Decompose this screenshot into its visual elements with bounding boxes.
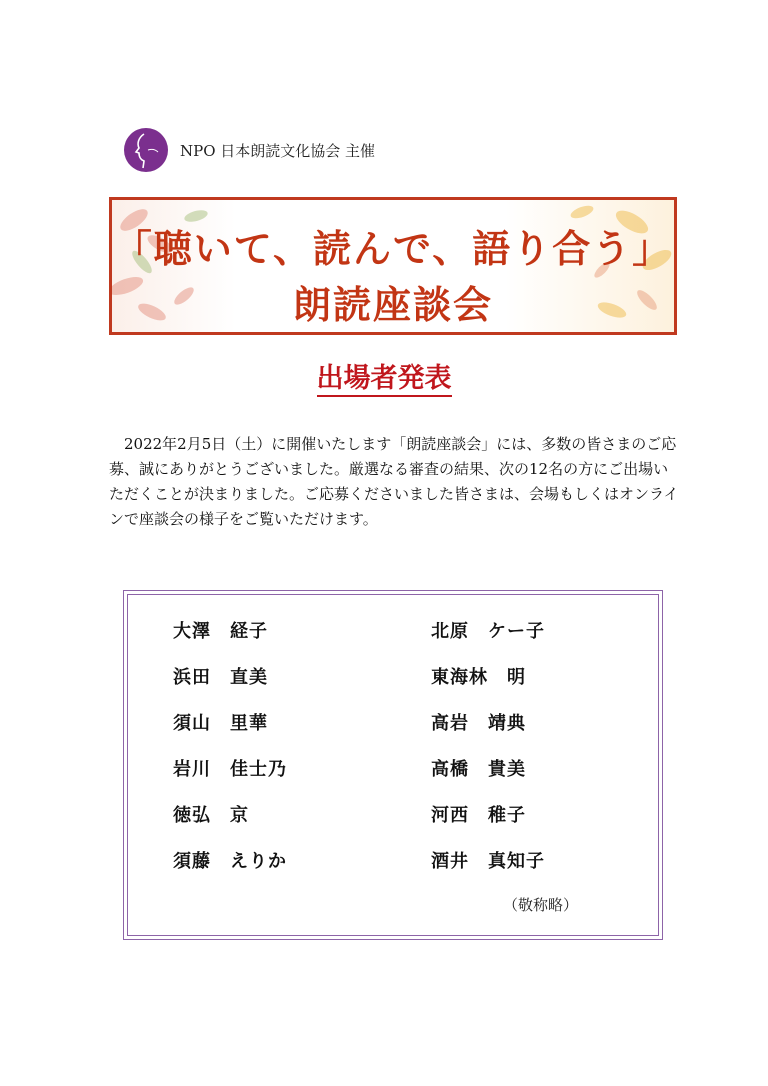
organizer-text: NPO 日本朗読文化協会 主催 [180, 141, 376, 160]
participant-name: 河西 稚子 [431, 805, 526, 826]
banner-title-line2: 朗読座談会 [292, 283, 493, 327]
participant-name: 酒井 真知子 [431, 851, 545, 872]
participant-name: 岩川 佳士乃 [173, 759, 287, 780]
participant-name: 高岩 靖典 [431, 713, 526, 734]
participant-name: 東海林 明 [431, 667, 526, 688]
participants-box [123, 590, 663, 940]
banner-title-line1: 「聴いて、読んで、語り合う」 [113, 227, 673, 271]
participant-name: 徳弘 京 [173, 805, 249, 826]
honorific-note: （敬称略） [502, 896, 578, 914]
participants-box-inner [127, 594, 659, 936]
organizer-line [124, 128, 375, 172]
profile-face-icon [124, 128, 168, 172]
intro-paragraph: 2022年2月5日（土）に開催いたします「朗読座談会」には、多数の皆さまのご応募、誠にありがとうございました。厳選なる審査の結果、次の12名の方にご出場いただくことが決まりました。ご応募くださいました皆さまは、会場もしくはオンラインで座談会の様子をご覧いただけます。 [109, 435, 679, 528]
participant-name: 須藤 えりか [173, 851, 287, 872]
event-banner [109, 197, 677, 335]
participants-grid [173, 617, 631, 893]
participant-name: 高橋 貴美 [431, 759, 526, 780]
participant-name: 北原 ケー子 [431, 621, 545, 642]
announcement-title [0, 356, 768, 395]
participant-name: 須山 里華 [173, 713, 268, 734]
participant-name: 大澤 経子 [173, 621, 268, 642]
announcement-title-text: 出場者発表 [317, 363, 452, 397]
participant-name: 浜田 直美 [173, 667, 268, 688]
